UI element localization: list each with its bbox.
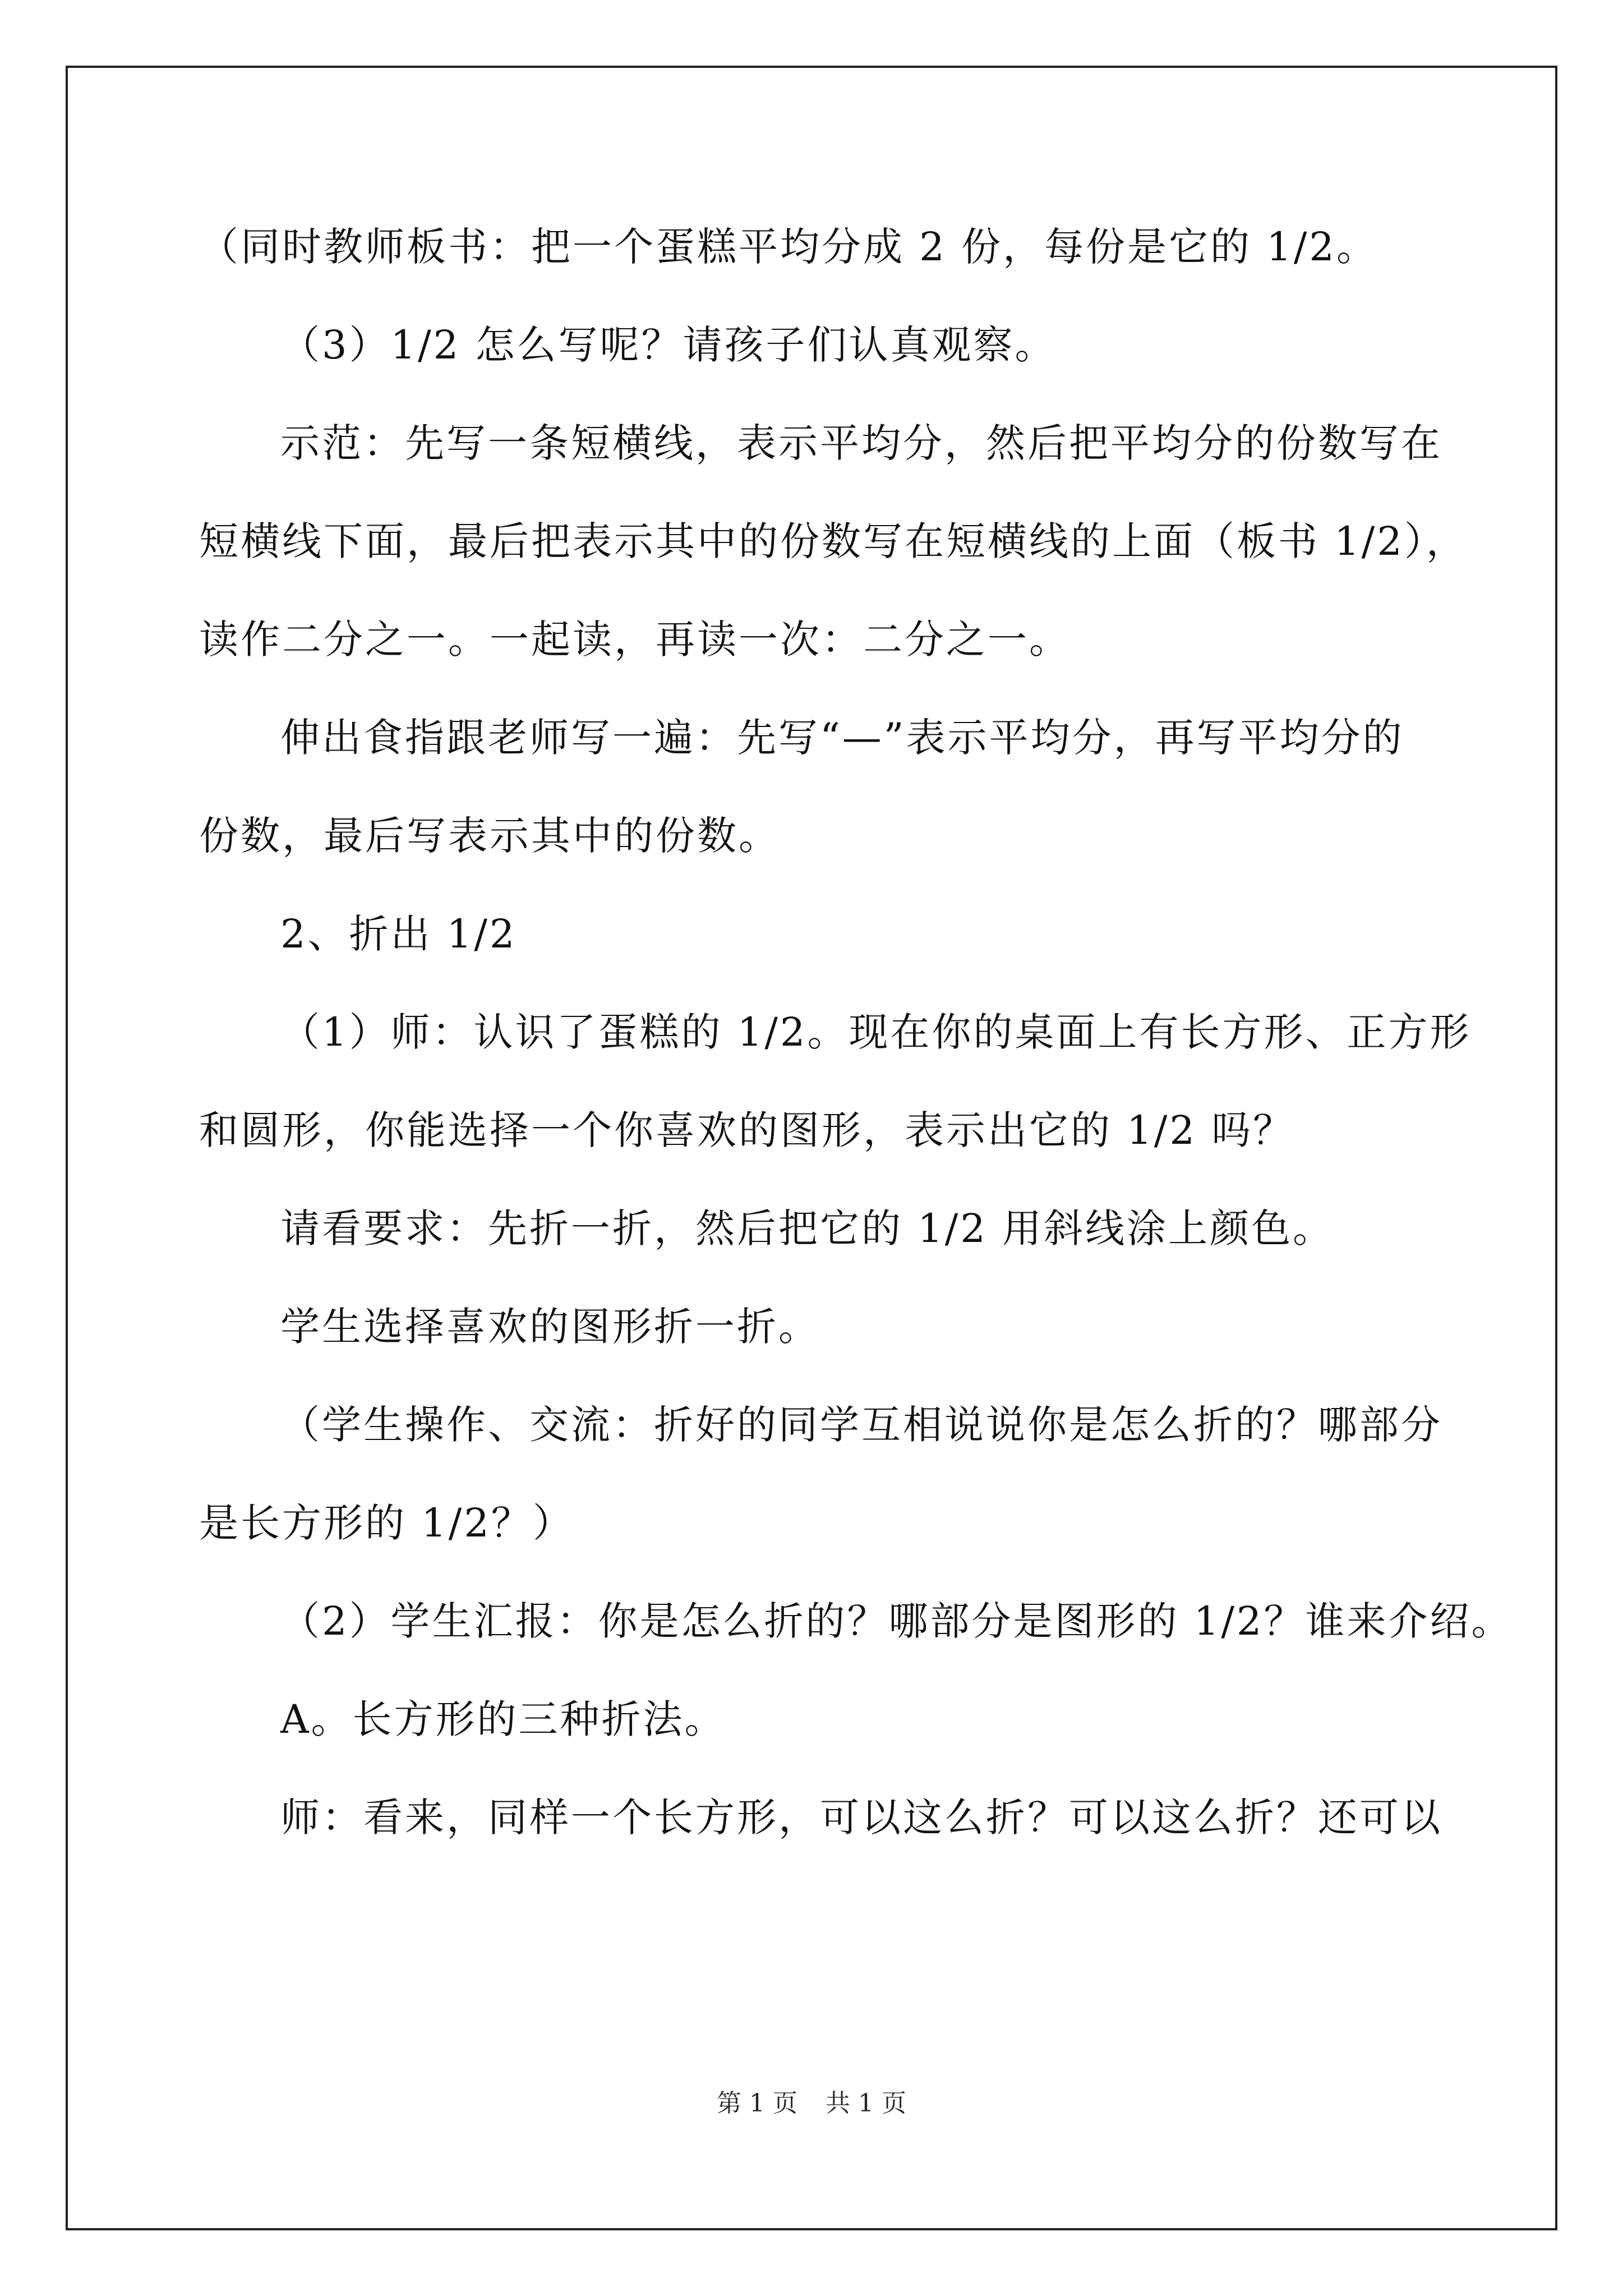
paragraph-line: 伸出食指跟老师写一遍：先写“—”表示平均分，再写平均分的 <box>280 715 1404 761</box>
paragraph-line: （同时教师板书：把一个蛋糕平均分成 2 份，每份是它的 1/2。 <box>199 224 1378 270</box>
paragraph-line: （学生操作、交流：折好的同学互相说说你是怎么折的？哪部分 <box>280 1402 1442 1448</box>
paragraph-line: （1）师：认识了蛋糕的 1/2。现在你的桌面上有长方形、正方形 <box>280 1009 1472 1055</box>
paragraph-line: 请看要求：先折一折，然后把它的 1/2 用斜线涂上颜色。 <box>280 1205 1335 1251</box>
paragraph-line: （2）学生汇报：你是怎么折的？哪部分是图形的 1/2？谁来介绍。 <box>280 1598 1513 1644</box>
page-total: 共 1 页 <box>826 2089 906 2118</box>
paragraph-line: 师：看来，同样一个长方形，可以这么折？可以这么折？还可以 <box>280 1795 1442 1841</box>
paragraph-line: 示范：先写一条短横线，表示平均分，然后把平均分的份数写在 <box>280 420 1442 466</box>
paragraph-line: 2、折出 1/2 <box>280 911 517 957</box>
paragraph-line: 短横线下面，最后把表示其中的份数写在短横线的上面（板书 1/2）， <box>199 518 1468 564</box>
paragraph-line: 份数，最后写表示其中的份数。 <box>199 813 780 859</box>
paragraph-line: 学生选择喜欢的图形折一折。 <box>280 1304 820 1350</box>
paragraph-line: 是长方形的 1/2？） <box>199 1500 574 1546</box>
page-footer <box>0 2087 1623 2120</box>
paragraph-line: A。长方形的三种折法。 <box>280 1696 726 1742</box>
paragraph-line: 和圆形，你能选择一个你喜欢的图形，表示出它的 1/2 吗？ <box>199 1107 1295 1153</box>
page-number: 第 1 页 <box>717 2089 797 2118</box>
paragraph-line: （3）1/2 怎么写呢？请孩子们认真观察。 <box>280 322 1057 368</box>
paragraph-line: 读作二分之一。一起读，再读一次：二分之一。 <box>199 616 1071 662</box>
